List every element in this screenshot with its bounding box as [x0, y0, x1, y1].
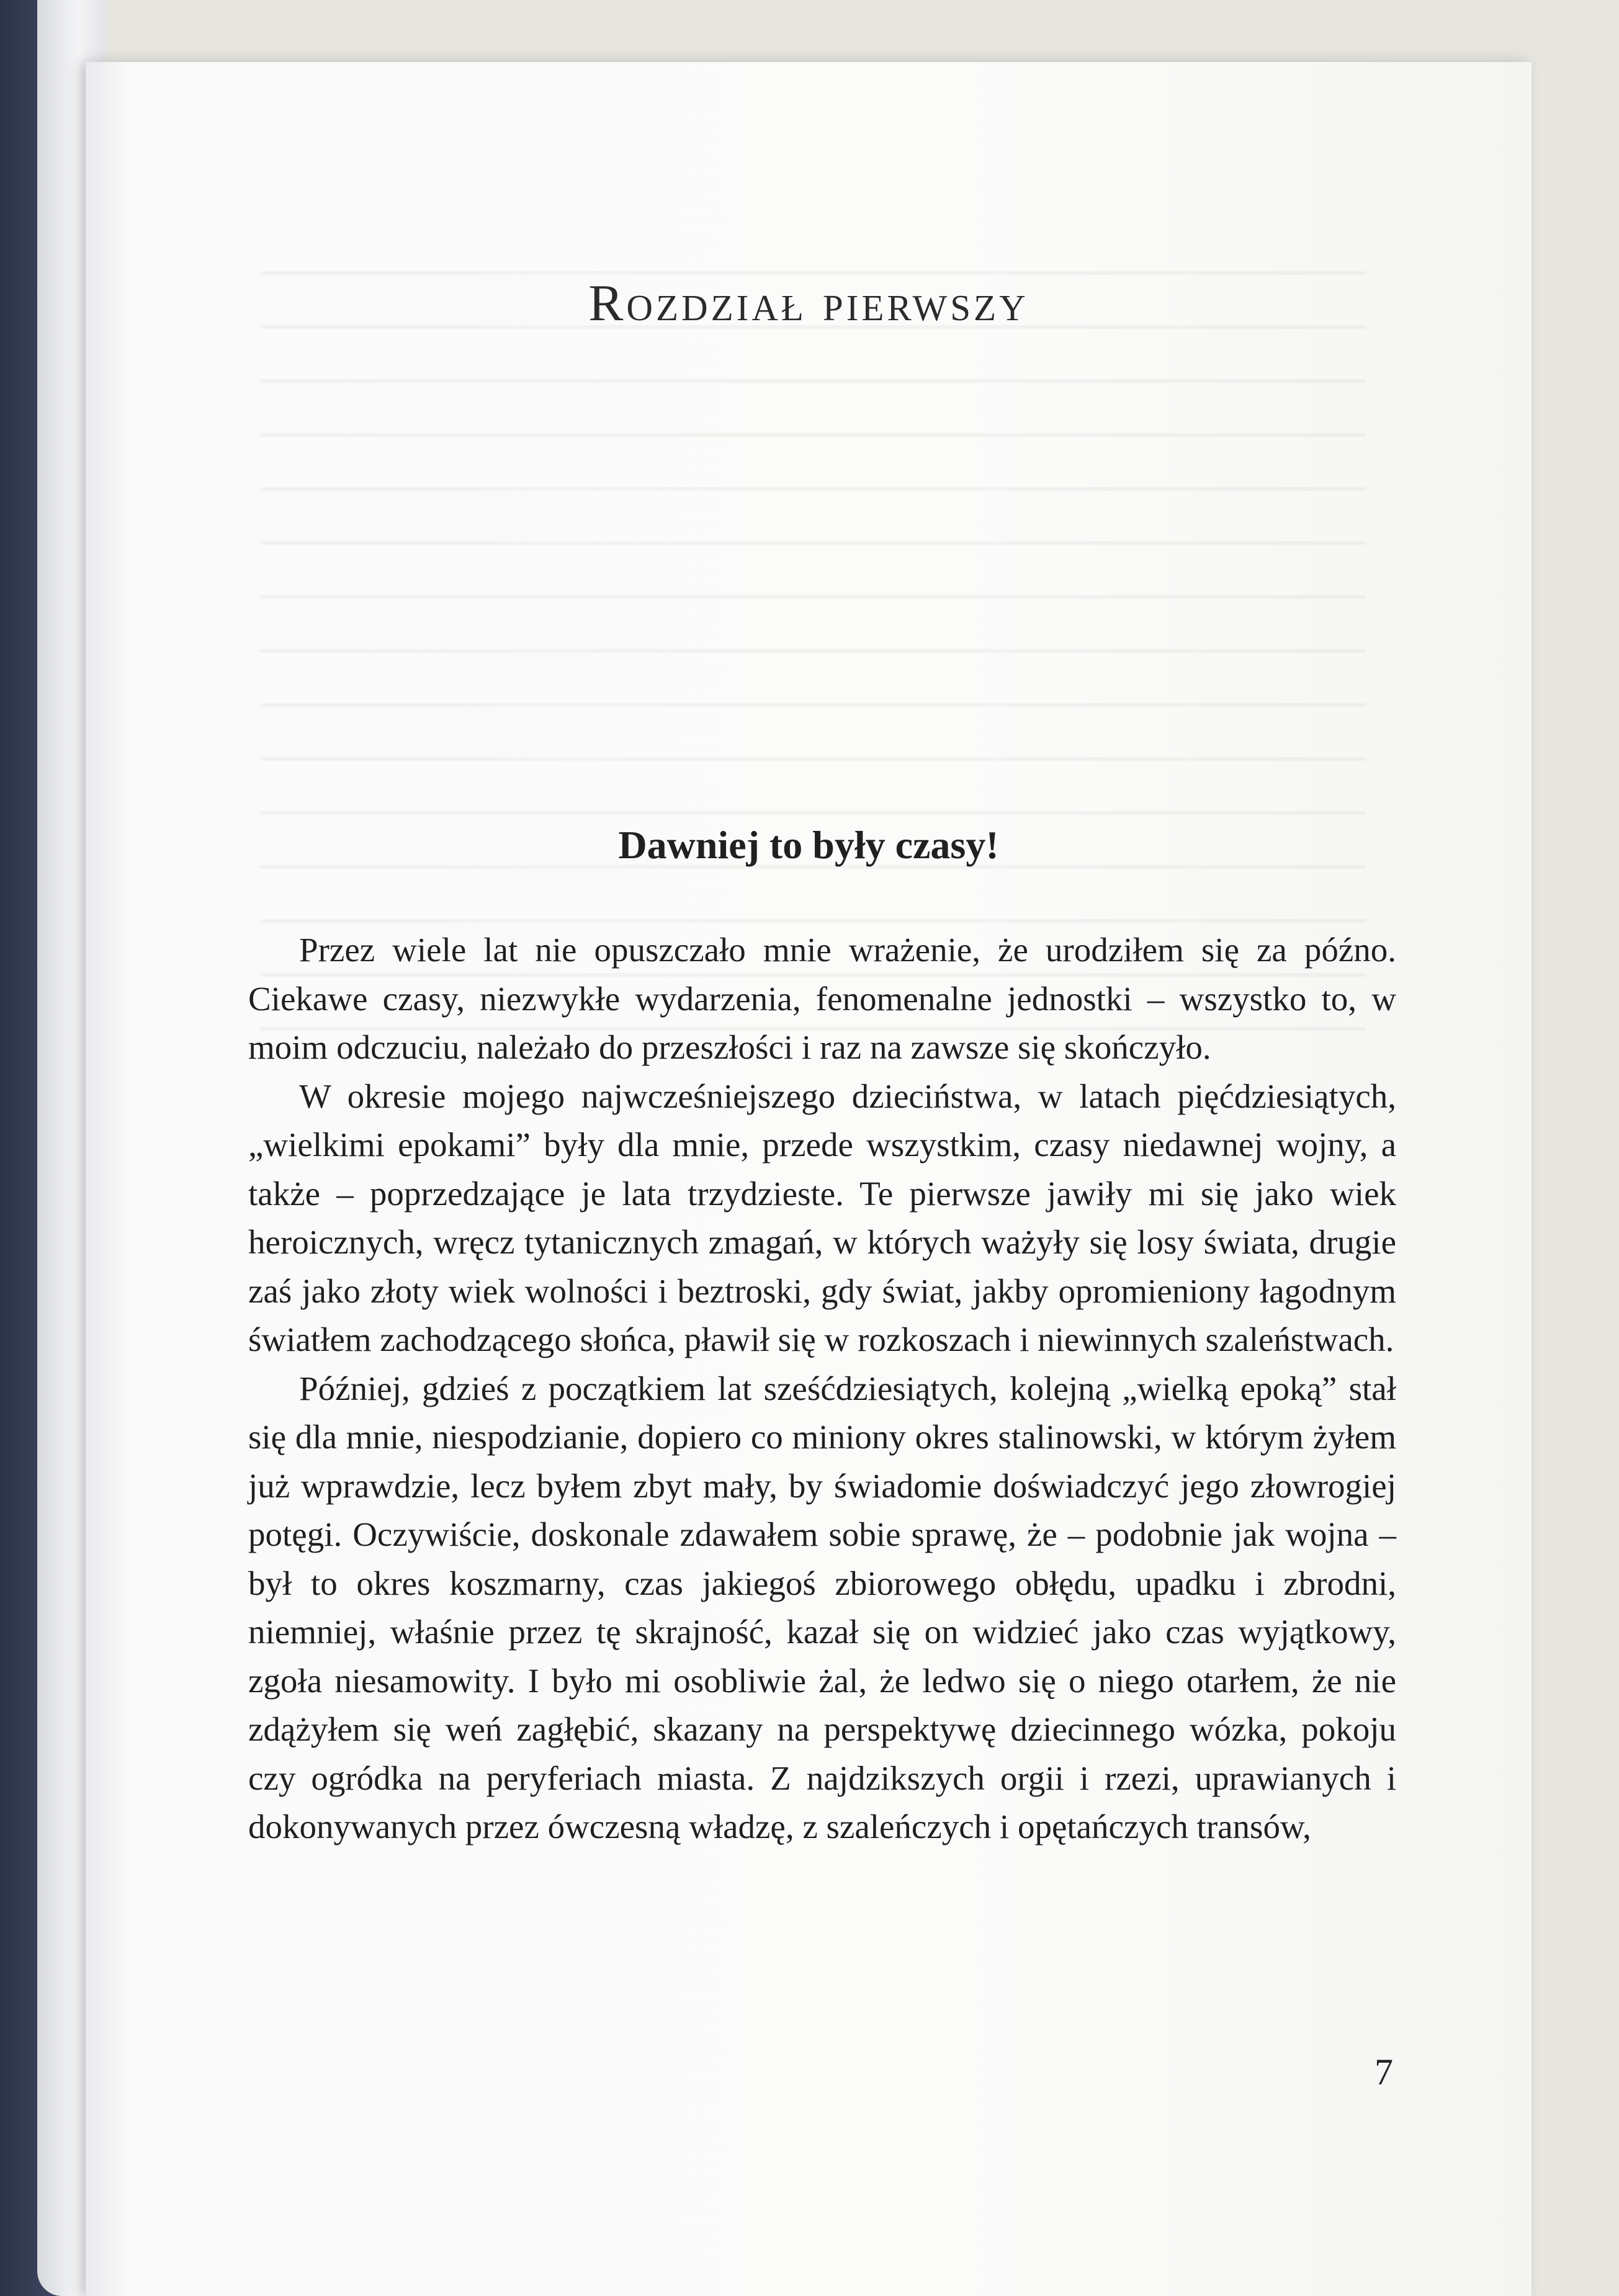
chapter-title: Rozdział pierwszy — [588, 274, 1029, 332]
paragraph: Później, gdzieś z początkiem lat sześćdziesiątych, kolejną „wielką epoką” stał się dla mnie, niespodzianie, dopiero co miniony okres stalinowski, w którym żyłem już wprawdzie, lecz byłem zbyt mały, by świadomie doświadczyć jego złowrogiej potęgi. Oczywiście, doskonale zdawałem sobie sprawę, że – podobnie jak wojna – był to okres koszmarny, czas jakiegoś zbiorowego obłędu, upadku i zbrodni, niemniej, właśnie przez tę skrajność, kazał się on widzieć jako czas wyjątkowy, zgoła niesamowity. I było mi osobliwie żal, że ledwo się o niego otarłem, że nie zdążyłem się weń zagłębić, skazany na perspektywę dziecinnego wózka, pokoju czy ogródka na peryferiach miasta. Z najdzikszych orgii i rzezi, uprawianych i dokonywanych przez ówczesną władzę, z szaleńczych i opętańczych transów, — [248, 1369, 1396, 1845]
page-number: 7 — [1375, 2052, 1393, 2092]
section-title: Dawniej to były czasy! — [618, 823, 999, 867]
paragraph: Przez wiele lat nie opuszczało mnie wrażenie, że urodziłem się za późno. Ciekawe czasy, niezwykłe wydarzenia, fenomenalne jednostki – wszystko to, w moim odczuciu, należało do przeszłości i raz na zawsze się skończyło. — [248, 931, 1396, 1066]
body-text — [248, 926, 1396, 1852]
paragraph: W okresie mojego najwcześniejszego dzieciństwa, w latach pięćdziesiątych, „wielkimi epokami” były dla mnie, przede wszystkim, czasy niedawnej wojny, a także – poprzedzające je lata trzydzieste. Te pierwsze jawiły mi się jako wiek heroicznych, wręcz tytanicznych zmagań, w których ważyły się losy świata, drugie zaś jako złoty wiek wolności i beztroski, gdy świat, jakby opromieniony łagodnym światłem zachodzącego słońca, pławił się w rozkoszach i niewinnych szaleństwach. — [248, 1077, 1396, 1358]
